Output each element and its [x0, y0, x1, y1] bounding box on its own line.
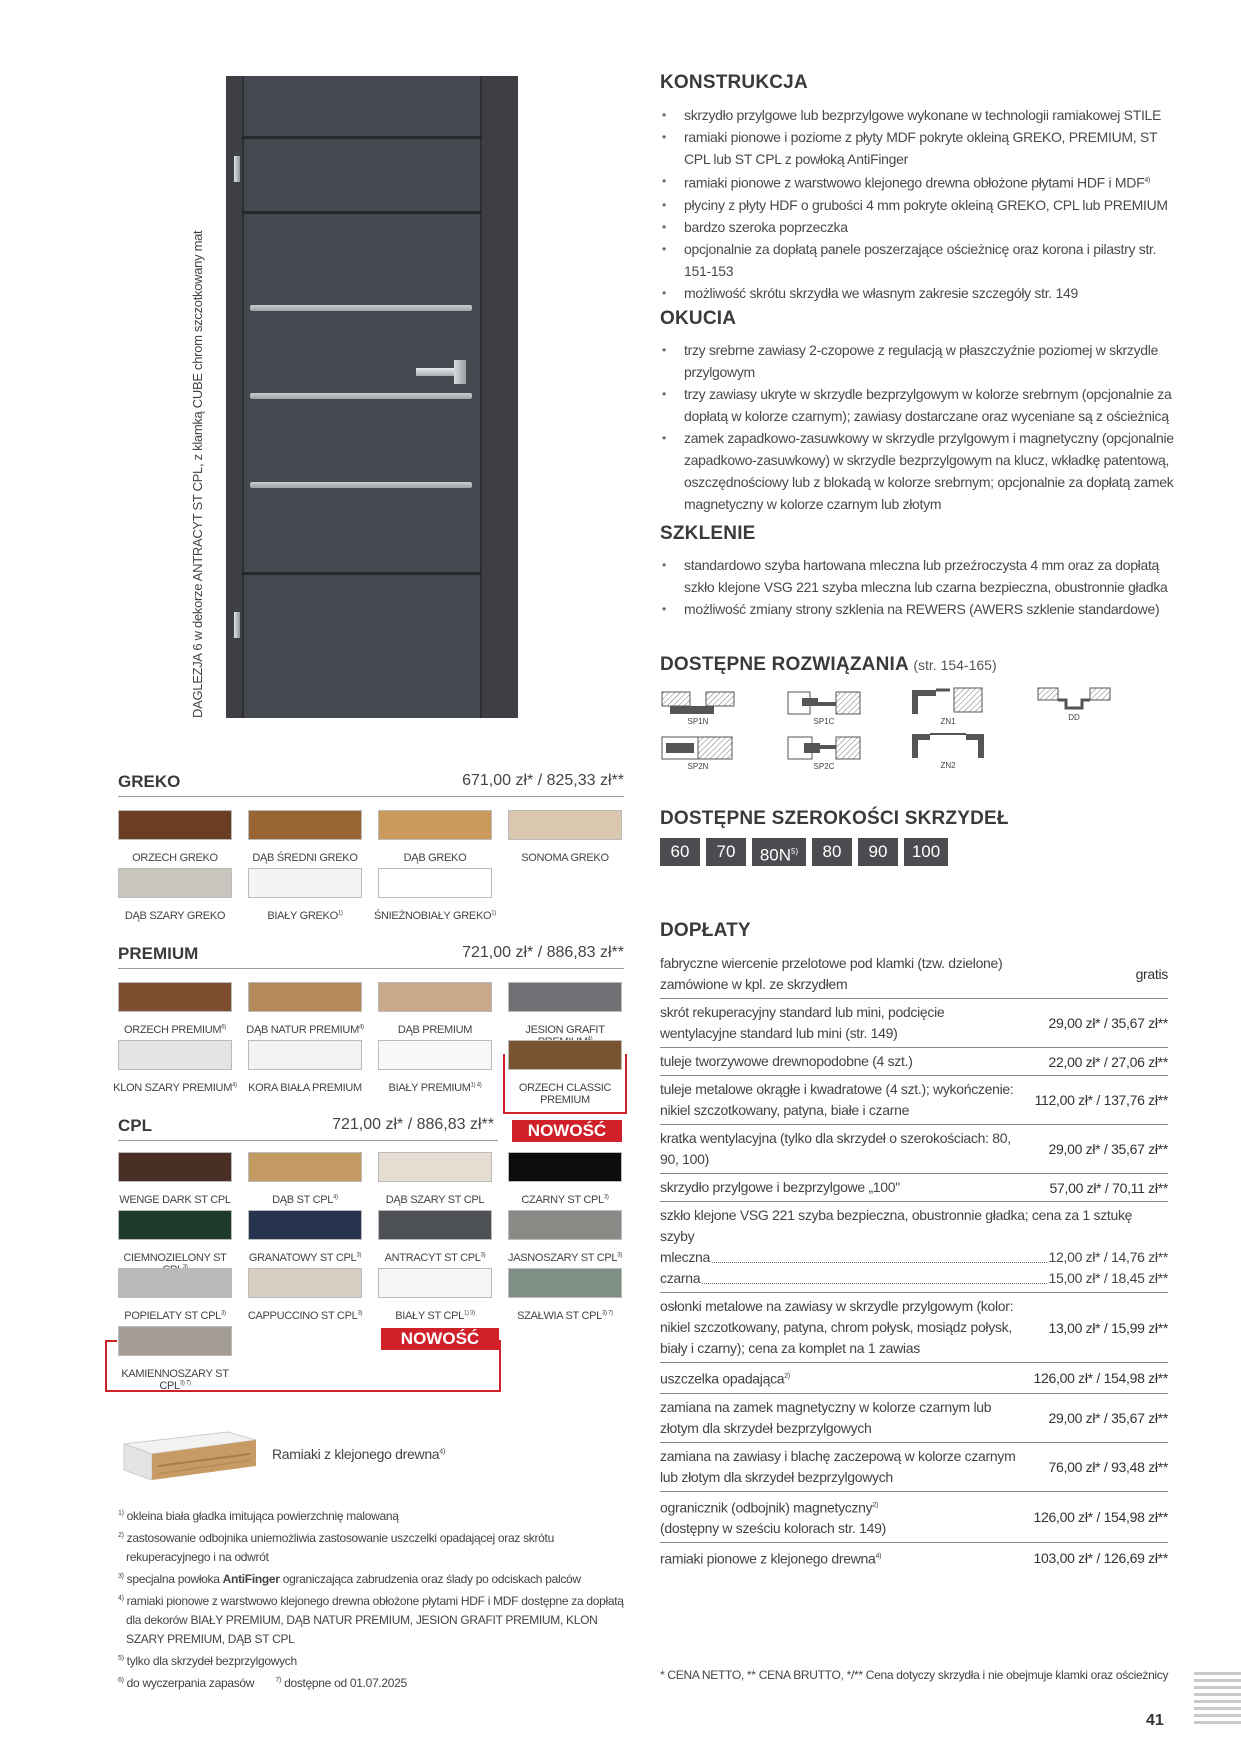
width-badge-80: 80 — [812, 838, 852, 866]
doplaty-title: DOPŁATY — [660, 920, 751, 941]
color-swatch — [378, 868, 492, 898]
premium-title: PREMIUM — [118, 944, 199, 963]
zn2-diagram-icon — [910, 730, 986, 760]
table-row: uszczelka opadająca$^{2)}$ 126,00 zł* / 154,98 zł** — [660, 1363, 1168, 1394]
cpl-price: 721,00 zł* / 886,83 zł** — [332, 1116, 494, 1133]
list-item: • standardowo szyba hartowana mleczna lub przeźroczysta 4 mm oraz za dopłatą szkło klejone VSG 221 szyba mleczna lub czarna bezpieczna, obustronnie gładka — [660, 554, 1180, 598]
zn1-diagram-icon — [910, 686, 986, 716]
color-swatch — [508, 1210, 622, 1240]
new-badge: NOWOŚĆ — [512, 1120, 622, 1142]
list-item: • opcjonalnie za dopłatą panele poszerzające ościeżnicę oraz korona i pilastry str. 151-153 — [660, 238, 1180, 282]
table-row: kratka wentylacyjna (tylko dla skrzydeł o szerokościach: 80, 90, 100) 29,00 zł* / 35,67 zł** — [660, 1125, 1168, 1174]
decorative-stripes — [1194, 1672, 1241, 1728]
color-swatch — [378, 1040, 492, 1070]
sp2c-diagram-icon — [786, 735, 862, 761]
table-row: tuleje tworzywowe drewnopodobne (4 szt.) 22,00 zł* / 27,06 zł** — [660, 1048, 1168, 1076]
color-swatch — [248, 810, 362, 840]
door-glass-strip — [250, 305, 472, 311]
color-swatch — [118, 1268, 232, 1298]
cpl-title: CPL — [118, 1116, 152, 1135]
okucia-title: OKUCIA — [660, 308, 737, 329]
premium-price: 721,00 zł* / 886,83 zł** — [462, 944, 624, 961]
swatch-label: BIAŁY $PREMIUM^{1) 4)}$ — [388, 1082, 482, 1094]
swatch-label: KLON SZARY PREMIUM$^{4)}$ — [113, 1082, 237, 1094]
konstrukcja-list — [660, 104, 1180, 304]
new-badge: NOWOŚĆ — [381, 1328, 499, 1350]
swatch-label: DĄB SZARY GREKO — [124, 910, 226, 922]
swatch-label: DĄB NATUR PREMIUM$^{4)}$ — [246, 1024, 364, 1036]
table-row: skrzydło przylgowe i bezprzylgowe „100" 57,00 zł* / 70,11 zł** — [660, 1174, 1168, 1202]
color-swatch — [248, 1152, 362, 1182]
szerokosci-title: DOSTĘPNE SZEROKOŚCI SKRZYDEŁ — [660, 808, 1009, 829]
swatch-label: JASNOSZARY ST CPL$^{3)}$ — [508, 1252, 622, 1264]
width-badge-80n: $80N^{5)}$ — [752, 838, 806, 866]
swatch-label: CIEMNOZIELONY ST — [123, 1252, 227, 1264]
color-swatch — [248, 868, 362, 898]
color-swatch — [378, 810, 492, 840]
price-note: * CENA NETTO, ** CENA BRUTTO, */** Cena dotyczy skrzydła i nie obejmuje klamki oraz ościeżnicy — [660, 1668, 1169, 1682]
color-swatch — [118, 1210, 232, 1240]
color-swatch — [508, 810, 622, 840]
list-item: • możliwość skrótu skrzydła we własnym zakresie szczegóły str. 149 — [660, 282, 1180, 304]
swatch-label: DĄB GREKO — [403, 852, 467, 864]
swatch-label: DĄB ŚREDNI GREKO — [252, 852, 358, 864]
rozwiazania-title: DOSTĘPNE ROZWIĄZANIA — [660, 654, 909, 675]
table-row: skrót rekuperacyjny standard lub mini, podcięcie wentylacyjne standard lub mini (str. 149) 29,00 zł* / 35,67 zł** — [660, 999, 1168, 1048]
swatch-label: SZAŁWIA ST $CPL^{3) 7)}$ — [517, 1310, 613, 1322]
swatch-label: JESION GRAFIT — [525, 1024, 605, 1036]
new-highlight-frame — [105, 1340, 501, 1392]
color-swatch — [248, 982, 362, 1012]
sp1n-diagram-icon — [660, 690, 736, 716]
swatch-label: CZARNY ST CPL$^{3)}$ — [521, 1194, 609, 1206]
door-panel-divider — [242, 211, 482, 214]
width-badge-90: 90 — [858, 838, 898, 866]
hinge-icon — [234, 612, 240, 638]
list-item: • zamek zapadkowo-zasuwkowy w skrzydle przylgowym i magnetyczny (opcjonalnie zapadkowo-zasuwkowy) w skrzydle bezprzylgowym na klucz, wkładkę patentową, oszczędnościowy lub z blokadą w kolorze srebrnym; opcjonalnie za dopłatą zamek magnetyczny w kolorze czarnym lub złotym — [660, 427, 1180, 515]
sp1c-diagram-icon — [786, 690, 862, 716]
width-badge-70: 70 — [706, 838, 746, 866]
width-badge-60: 60 — [660, 838, 700, 866]
page-number: 41 — [1146, 1712, 1164, 1729]
width-badge-100: 100 — [904, 838, 948, 866]
solution-sp2c: SP2C — [786, 735, 862, 771]
footnote: $^{3)}$ specjalna powłoka AntiFinger ograniczająca zabrudzenia oraz ślady po odciskach palców — [118, 1572, 581, 1586]
new-highlight-frame — [503, 1054, 627, 1114]
color-swatch — [378, 1210, 492, 1240]
footnote: $^{2)}$ zastosowanie odbojnika uniemożliwia zastosowanie uszczelki opadającej oraz skrótu rekuperacyjnego i na odwrót — [118, 1531, 554, 1564]
list-item: • trzy zawiasy ukryte w skrzydle bezprzylgowym w kolorze srebrnym (opcjonalnie za dopłatą w kolorze czarnym); zawiasy dostarczane oraz wyceniane są z ościeżnicą — [660, 383, 1180, 427]
swatch-label: GRANATOWY ST CPL$^{3)}$ — [248, 1252, 362, 1264]
table-row: fabryczne wiercenie przelotowe pod klamki (tzw. dzielone) zamówione w kpl. ze skrzydłem gratis — [660, 950, 1168, 999]
rozwiazania-heading — [660, 654, 997, 676]
dd-diagram-icon — [1036, 686, 1112, 712]
footnote: $^{1)}$ okleina biała gładka imitująca powierzchnię malowaną — [118, 1509, 399, 1523]
solution-sp2n: SP2N — [660, 735, 736, 771]
footnote: $^{4)}$ ramiaki pionowe z warstwowo klejonego drewna obłożone płytami HDF i MDF dostępne za dopłatą dla dekorów BIAŁY PREMIUM, DĄB NATUR PREMIUM, JESION GRAFIT PREMIUM, KLON SZARY PREMIUM, DĄB ST CPL — [118, 1594, 624, 1646]
color-swatch — [118, 982, 232, 1012]
frame-corner — [105, 1340, 117, 1342]
glued-wood-sample-image — [118, 1426, 258, 1482]
swatch-label: BIAŁY ST $CPL^{1) 3)}$ — [395, 1310, 475, 1322]
color-swatch — [508, 1152, 622, 1182]
swatch-label: ŚNIEŻNOBIAŁY GREKO$^{1)}$ — [373, 910, 496, 922]
table-row: ogranicznik (odbojnik) magnetyczny$^{2)}$ (dostępny w sześciu kolorach str. 149) 126,00 zł* / 154,98 zł** — [660, 1492, 1168, 1544]
szklenie-title: SZKLENIE — [660, 523, 756, 544]
okucia-list — [660, 339, 1180, 515]
solution-sp1c: SP1C — [786, 690, 862, 726]
door-glass-strip — [250, 482, 472, 488]
table-row: tuleje metalowe okrągłe i kwadratowe (4 szt.); wykończenie: nikiel szczotkowany, patyna, białe i czarne 112,00 zł* / 137,76 zł** — [660, 1076, 1168, 1125]
swatch-label: KORA BIAŁA PREMIUM — [248, 1082, 362, 1094]
list-item: • możliwość zmiany strony szklenia na REWERS (AWERS szklenie standardowe) — [660, 598, 1180, 620]
color-swatch — [378, 1268, 492, 1298]
color-swatch — [248, 1268, 362, 1298]
swatch-label: BIAŁY GREKO$^{1)}$ — [267, 910, 343, 922]
swatch-label: POPIELATY ST CPL$^{3)}$ — [124, 1310, 226, 1322]
swatch-label: DĄB PREMIUM — [397, 1024, 473, 1036]
rozwiazania-pages: (str. 154-165) — [913, 657, 997, 673]
color-swatch — [118, 1152, 232, 1182]
table-row: osłonki metalowe na zawiasy w skrzydle przylgowym (kolor: nikiel szczotkowany, patyna, chrom połysk, mosiądz połysk, biały i czarny); cena za komplet na 1 zawias 13,00 zł* / 15,99 zł** — [660, 1293, 1168, 1363]
swatch-label: ORZECH GREKO — [132, 852, 218, 864]
table-row: zamiana na zawiasy i blachę zaczepową w kolorze czarnym lub złotym dla skrzydeł bezprzylgowych 76,00 zł* / 93,48 zł** — [660, 1443, 1168, 1492]
greko-title: GREKO — [118, 772, 181, 791]
door-illustration — [190, 76, 520, 718]
table-row: ramiaki pionowe z klejonego drewna$^{4)}$ 103,00 zł* / 126,69 zł** — [660, 1550, 1168, 1567]
color-swatch — [248, 1210, 362, 1240]
footnotes — [118, 1504, 630, 1693]
doplaty-table — [660, 950, 1168, 1573]
szklenie-list — [660, 554, 1180, 620]
table-row-glass: szkło klejone VSG 221 szyba bezpieczna, obustronnie gładka; cena za 1 sztukę szyby mleczna 12,00 zł* / 14,76 zł** czarna 15,00 zł* / 18,45 zł** — [660, 1202, 1168, 1293]
solution-sp1n: SP1N — [660, 690, 736, 726]
color-swatch — [118, 1040, 232, 1070]
table-row: zamiana na zamek magnetyczny w kolorze czarnym lub złotym dla skrzydeł bezprzylgowych 29,00 zł* / 35,67 zł** — [660, 1394, 1168, 1443]
divider — [118, 796, 624, 797]
door-panel-divider — [242, 136, 482, 139]
swatch-label: CAPPUCCINO ST CPL$^{3)}$ — [247, 1310, 363, 1322]
divider — [118, 1140, 498, 1141]
list-item: • trzy srebrne zawiasy 2-czopowe z regulacją w płaszczyźnie poziomej w skrzydle przylgowym — [660, 339, 1180, 383]
list-item: • ramiaki pionowe z warstwowo klejonego drewna obłożone płytami HDF i MDF$^{4)}$ — [660, 170, 1180, 194]
glued-wood-label: Ramiaki z klejonego drewna$^{4)}$ — [272, 1446, 445, 1462]
color-swatch — [508, 982, 622, 1012]
solution-zn1: ZN1 — [910, 686, 986, 726]
color-swatch — [118, 868, 232, 898]
konstrukcja-title: KONSTRUKCJA — [660, 72, 808, 93]
swatch-label: ORZECH PREMIUM$^{6)}$ — [124, 1024, 226, 1036]
door-caption: DAGLEZJA 6 w dekorze ANTRACYT ST CPL, z klamką CUBE chrom szczotkowany mat — [190, 230, 205, 718]
swatch-label: DĄB SZARY ST CPL — [385, 1194, 485, 1206]
swatch-label: ORZECH CLASSIC PREMIUM — [518, 1082, 612, 1106]
footnote: $^{6)}$ do wyczerpania zapasów $^{7)}$ dostępne od 01.07.2025 — [118, 1676, 407, 1690]
color-swatch — [508, 1268, 622, 1298]
list-item: • skrzydło przylgowe lub bezprzylgowe wykonane w technologii ramiakowej STILE — [660, 104, 1180, 126]
color-swatch — [118, 810, 232, 840]
sp2n-diagram-icon — [660, 735, 736, 761]
footnote: $^{5)}$ tylko dla skrzydeł bezprzylgowych — [118, 1654, 297, 1668]
door-handle-rose — [454, 360, 466, 384]
swatch-label: KAMIENNOSZARY ST $CPL^{3) 7)}$ — [121, 1368, 229, 1392]
hinge-icon — [234, 156, 240, 182]
color-swatch — [248, 1040, 362, 1070]
swatch-label: WENGE DARK ST CPL — [119, 1194, 231, 1206]
color-swatch — [378, 982, 492, 1012]
list-item: • płyciny z płyty HDF o grubości 4 mm pokryte okleiną GREKO, CPL lub PREMIUM — [660, 194, 1180, 216]
door-glass-strip — [250, 393, 472, 399]
greko-price: 671,00 zł* / 825,33 zł** — [462, 772, 624, 789]
swatch-label: ANTRACYT ST CPL$^{3)}$ — [384, 1252, 486, 1264]
swatch-label: SONOMA GREKO — [521, 852, 609, 864]
swatch-label: DĄB ST CPL$^{4)}$ — [272, 1194, 338, 1206]
solution-dd: DD — [1036, 686, 1112, 722]
divider — [118, 968, 624, 969]
list-item: • ramiaki pionowe i poziome z płyty MDF pokryte okleiną GREKO, PREMIUM, ST CPL lub ST CPL z powłoką AntiFinger — [660, 126, 1180, 170]
color-swatch — [378, 1152, 492, 1182]
door-panel-divider — [242, 572, 482, 575]
solution-zn2: ZN2 — [910, 730, 986, 770]
list-item: • bardzo szeroka poprzeczka — [660, 216, 1180, 238]
